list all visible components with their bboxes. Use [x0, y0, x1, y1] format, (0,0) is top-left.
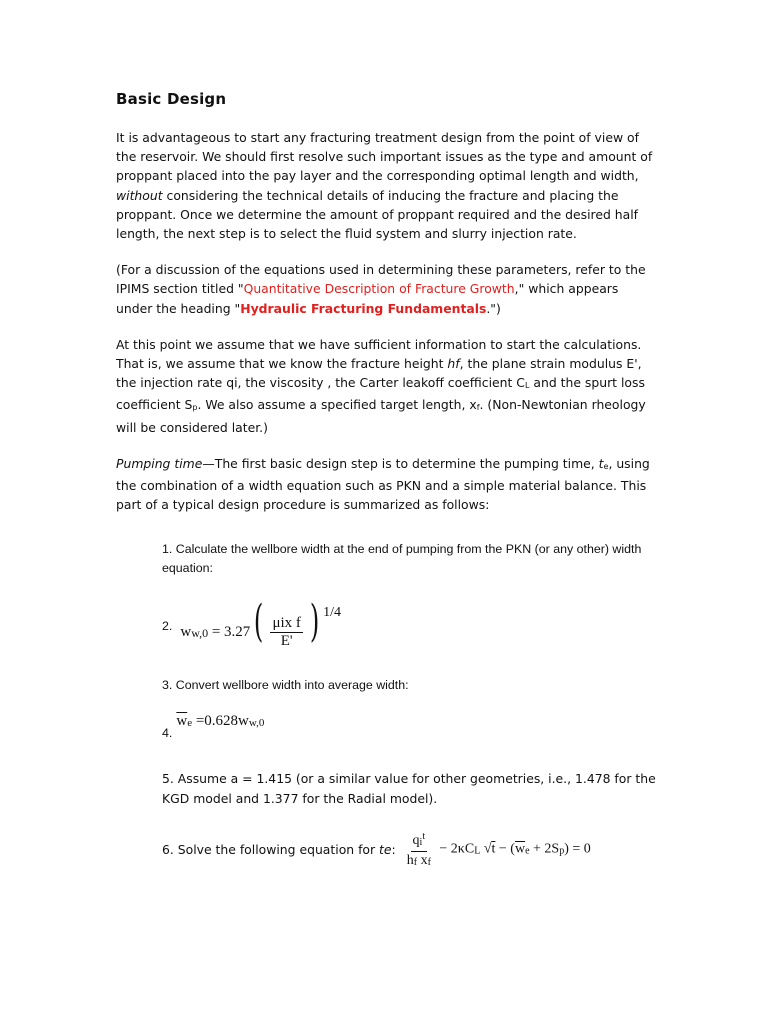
expression: =0.628w — [195, 713, 249, 730]
subscript: L — [524, 381, 530, 391]
subscript: e — [187, 717, 193, 730]
text: , the plane strain modulus E', the injection rate qi, the viscosity , the Carter leakoff coefficient C — [116, 356, 642, 391]
lead-term: Pumping time — [116, 455, 203, 471]
equation — [180, 596, 341, 650]
emphasis-text: without — [116, 187, 163, 203]
variable: w — [180, 624, 192, 641]
equation — [402, 828, 591, 871]
step-6-text — [162, 842, 396, 857]
variable: t — [422, 830, 426, 842]
subscript: f — [427, 856, 431, 868]
step-4-equation — [162, 707, 656, 743]
text: At this point we assume that we have sufficient information to start the calculations. That is, we assume that we know the fracture height — [116, 336, 642, 372]
text: ," which appears under the heading " — [116, 281, 619, 316]
exponent: 1/4 — [323, 605, 341, 621]
subscript: f — [413, 856, 418, 868]
variable: q — [412, 832, 420, 848]
fraction — [270, 615, 302, 650]
variable: x — [417, 852, 428, 868]
denominator: E' — [280, 633, 293, 650]
term: − 2κC — [439, 841, 475, 857]
numerator: μix f — [272, 615, 301, 632]
numerator — [411, 828, 428, 852]
text: .") — [486, 300, 501, 316]
subscript: p — [559, 845, 565, 857]
text: . We also assume a specified target length, x — [197, 397, 477, 413]
symbol-hf: hf — [447, 356, 460, 372]
step-2-equation — [162, 596, 656, 656]
text: It is advantageous to start any fracturing treatment design from the point of view of the reservoir. We should first resolve such important issues as the type and amount of proppant placed into the pay layer and the corresponding optimal length and width, — [116, 130, 653, 184]
step-5: 5. Assume a = 1.415 (or a similar value for other geometries, i.e., 1.478 for the KGD model and 1.377 for the Radial model). — [162, 771, 656, 806]
variable: t — [491, 841, 496, 857]
subscript: e — [525, 845, 530, 857]
page-title: Basic Design — [116, 90, 227, 108]
term: ) = 0 — [564, 841, 591, 857]
fraction — [405, 828, 433, 871]
left-paren: ( — [254, 596, 264, 648]
text: , using the combination of a width equation such as PKN and a simple material balance. This part of a typical design procedure is summarized as follows: — [116, 455, 650, 513]
subscript: p — [192, 403, 198, 413]
right-paren: ) — [309, 596, 320, 648]
step-number: 2. — [162, 618, 173, 633]
step-6-equation — [162, 828, 656, 871]
symbol-te: te — [379, 841, 392, 857]
operator: = 3.27 — [211, 624, 251, 641]
term: − ( — [495, 841, 515, 857]
text: and the spurt loss coefficient S — [116, 375, 645, 413]
denominator — [405, 852, 433, 871]
text: —The first basic design step is to determine the pumping time, — [202, 455, 599, 471]
subscript: f — [476, 403, 480, 413]
paragraph-pumping-time — [116, 454, 656, 515]
variable-average-width: $\overline{w}$ — [176, 713, 188, 730]
text: 6. Solve the following equation for — [162, 841, 380, 857]
paragraph-assumptions — [116, 335, 656, 437]
paragraph-reference — [116, 260, 656, 318]
equation — [176, 712, 264, 733]
text: (For a discussion of the equations used in determining these parameters, refer to the IPIMS section titled " — [116, 262, 646, 297]
text: : — [391, 841, 396, 857]
subscript: e — [603, 461, 609, 471]
text: . (Non-Newtonian rheology will be considered later.) — [116, 397, 646, 435]
subscript: w,0 — [191, 626, 209, 641]
sqrt-symbol: √ — [483, 841, 492, 857]
paragraph-intro — [116, 128, 656, 243]
link-fracture-growth[interactable]: Quantitative Description of Fracture Growth — [243, 281, 515, 297]
subscript: i — [419, 836, 423, 848]
step-number: 4. — [162, 726, 173, 741]
subscript: w,0 — [248, 717, 265, 730]
variable: h — [406, 852, 414, 868]
link-hydraulic-fundamentals[interactable]: Hydraulic Fracturing Fundamentals — [240, 300, 487, 316]
term: + 2S — [529, 841, 560, 857]
subscript: L — [474, 845, 481, 857]
text: considering the technical details of inducing the fracture and placing the proppant. Once we determine the amount of proppant required and the desired half length, the next step is to select the fluid system and slurry injection rate. — [116, 187, 639, 242]
symbol-te: t — [598, 455, 604, 471]
step-1: 1. Calculate the wellbore width at the end of pumping from the PKN (or any other) width equation: — [162, 542, 642, 576]
document-body — [116, 90, 656, 871]
step-3: 3. Convert wellbore width into average width: — [162, 678, 409, 693]
variable-average-width: $\overline{w}$ — [514, 841, 526, 857]
